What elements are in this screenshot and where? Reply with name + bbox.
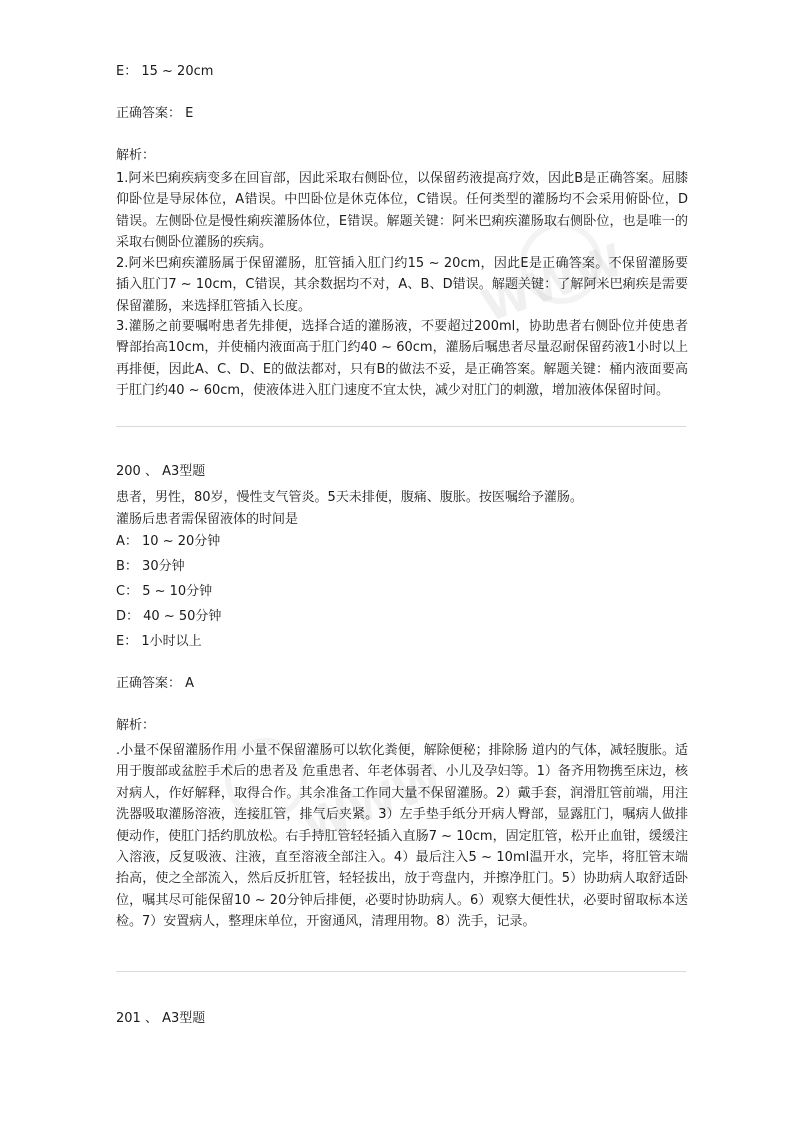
question-header: 201 、 A3型题 [116,1011,206,1026]
option-e: E： 15 ~ 20cm [116,64,214,79]
analysis-paragraph-2: 2.阿米巴痢疾灌肠属于保留灌肠，肛管插入肛门约15 ~ 20cm，因此E是正确答案。不保留灌肠要插入肛门7 ~ 10cm，C错误，其余数据均不对，A、B、D错误。解题关键：了解阿米巴痢疾是需要保留灌肠，来选择肛管插入长度。 [116,256,688,314]
question-stem: 灌肠后患者需保留液体的时间是 [116,512,299,527]
correct-answer: 正确答案： A [116,676,195,691]
watermark: WWW [295,754,450,853]
question-stem: 患者，男性，80岁，慢性支气管炎。5天未排便，腹痛、腹胀。按医嘱给予灌肠。 [116,490,583,505]
question-header: 200 、 A3型题 [116,464,206,479]
divider [116,971,686,972]
option-d: D： 40 ~ 50分钟 [116,609,222,624]
analysis-label: 解析： [116,718,156,733]
analysis-paragraph: .小量不保留灌肠作用 小量不保留灌肠可以软化粪便，解除便秘；排除肠 道内的气体，减轻腹胀。适用于腹部或盆腔手术后的患者及 危重患者、年老体弱者、小儿及孕妇等。1）备齐用物携至床边，核对病人，作好解释，取得合作。其余准备工作同大量不保留灌肠。2）戴手套，润滑肛管前端，用注洗器吸取灌肠溶液，连接肛管，排气后夹紧。3）左手垫手纸分开病人臀部，显露肛门，嘱病人做排便动作，使肛门括约肌放松。右手持肛管轻轻插入直肠7 ~ 10cm，固定肛管，松开止血钳，缓缓注入溶液，反复吸液、注液，直至溶液全部注入。4）最后注入5 ~ 10ml温开水，完毕，将肛管末端抬高，使之全部流入，然后反折肛管，轻轻拔出，放于弯盘内，并擦净肛门。5）协助病人取舒适卧位，嘱其尽可能保留10 ~ 20分钟后排便，必要时协助病人。6）观察大便性状，必要时留取标本送检。7）安置病人，整理床单位，开窗通风，清理用物。8）洗手，记录。 [116,743,688,930]
correct-answer: 正确答案： E [116,106,194,121]
analysis-paragraph-3: 3.灌肠之前要嘱咐患者先排便，选择合适的灌肠液，不要超过200ml，协助患者右侧卧位并使患者臀部抬高10cm，并使桶内液面高于肛门约40 ~ 60cm，灌肠后嘱患者尽量忍耐保留药液1小时以上再排便，因此A、C、D、E的做法都对，只有B的做法不妥，是正确答案。解题关键：桶内液面要高于肛门约40 ~ 60cm，使液体进入肛门速度不宜太快，减少对肛门的刺激，增加液体保留时间。 [116,319,688,399]
option-b: B： 30分钟 [116,559,185,574]
analysis-label: 解析： [116,148,156,163]
option-c: C： 5 ~ 10分钟 [116,584,213,599]
divider [116,426,686,427]
watermark: WWW [475,234,630,333]
option-a: A： 10 ~ 20分钟 [116,534,221,549]
option-e: E： 1小时以上 [116,634,202,649]
analysis-paragraph-1: 1.阿米巴痢疾病变多在回盲部，因此采取右侧卧位，以保留药液提高疗效，因此B是正确答案。屈膝仰卧位是导尿体位，A错误。中凹卧位是休克体位，C错误。任何类型的灌肠均不会采用俯卧位，D错误。左侧卧位是慢性痢疾灌肠体位，E错误。解题关键：阿米巴痢疾灌肠取右侧卧位，也是唯一的采取右侧卧位灌肠的疾病。 [116,171,688,251]
